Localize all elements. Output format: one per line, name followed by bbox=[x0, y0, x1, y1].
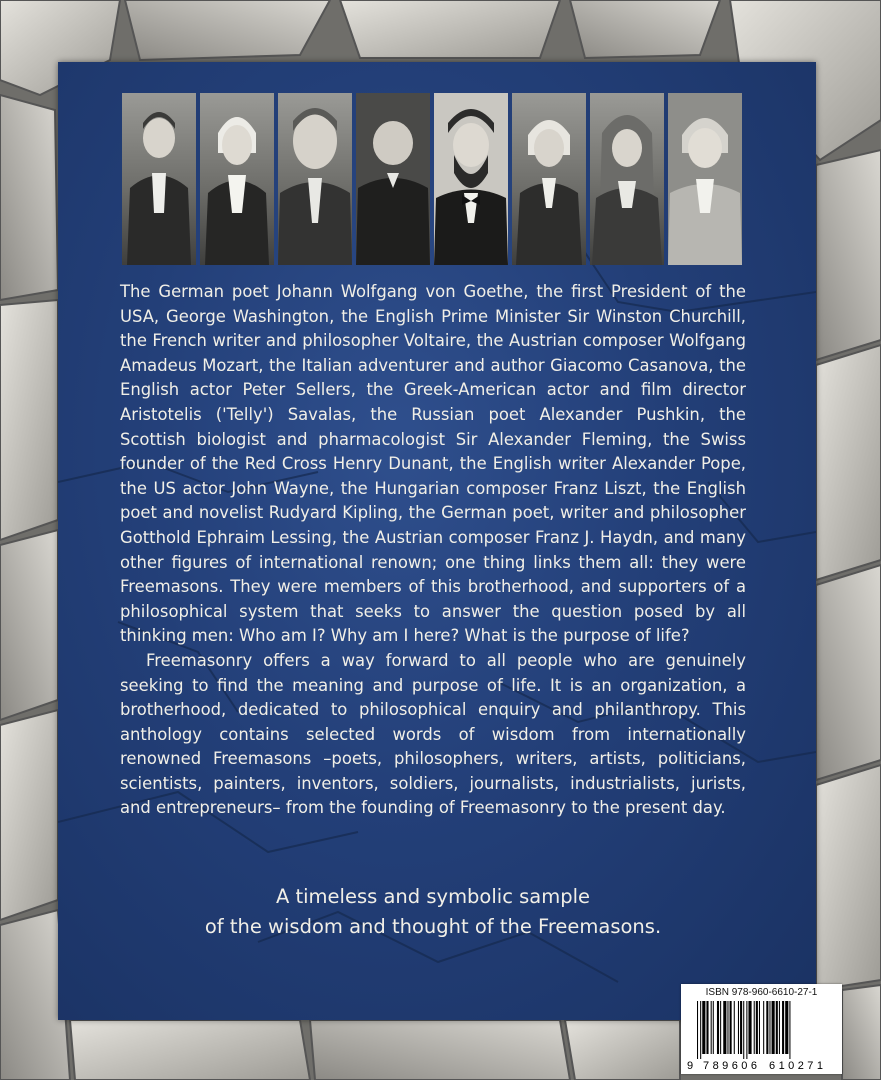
barcode-icon bbox=[685, 1001, 838, 1071]
tagline-line-2: of the wisdom and thought of the Freemasons. bbox=[204, 915, 662, 938]
washington-portrait bbox=[200, 93, 274, 265]
blue-cover-panel bbox=[58, 62, 816, 1020]
barcode-bar bbox=[785, 1001, 788, 1054]
churchill-portrait bbox=[356, 93, 430, 265]
mozart-portrait bbox=[668, 93, 742, 265]
paragraph-famous-freemasons: The German poet Johann Wolfgang von Goethe, the first President of the USA, George Washington, the English Prime Minister Sir Winston Churchill, the French writer and philosopher Voltaire, the Austrian composer Wolfgang Amadeus Mozart, the Italian adventurer and author Giacomo Casanova, the English actor Peter Sellers, the Greek-American actor and film director Aristotelis ('Telly') Savalas, the Russian poet Alexander Pushkin, the Scottish biologist and pharmacologist Sir Alexander Fleming, the Swiss founder of the Red Cross Henry Dunant, the English writer Alexander Pope, the US actor John Wayne, the Hungarian composer Franz Liszt, the English poet and novelist Rudyard Kipling, the German poet, writer and philosopher Gotthold Ephraim Lessing, the Austrian composer Franz J. Haydn, and many other figures of international renown; one thing links them all: they were Freemasons. They were members of this brotherhood, and supporters of a philosophical system that seeks to answer the question posed by all thinking men: Who am I? Why am I here? What is the purpose of life? bbox=[120, 282, 746, 646]
barcode-digits-group-1: 789606 bbox=[703, 1060, 757, 1071]
barcode-bar bbox=[746, 1001, 747, 1059]
haydn-portrait bbox=[512, 93, 586, 265]
barcode-bar bbox=[702, 1001, 705, 1054]
barcode-bar bbox=[713, 1001, 714, 1054]
barcode-bar bbox=[759, 1001, 760, 1054]
barcode-bar bbox=[779, 1001, 780, 1054]
barcode-bar bbox=[756, 1001, 758, 1054]
barcode-bar bbox=[789, 1001, 790, 1059]
barcode-digits-group-2: 610271 bbox=[769, 1060, 823, 1071]
barcode-bar bbox=[723, 1001, 726, 1054]
barcode-digit-first: 9 bbox=[687, 1060, 694, 1071]
barcode-bar bbox=[766, 1001, 768, 1054]
tagline bbox=[120, 882, 746, 942]
paragraph-about-freemasonry: Freemasonry offers a way forward to all people who are genuinely seeking to find the meaning and purpose of life. It is an organization, a brotherhood, dedicated to philosophical enquiry and philanthropy. This anthology contains selected words of wisdom from internationally renowned Freemasons –poets, philosophers, writers, artists, politicians, scientists, painters, inventors, soldiers, journalists, industrialists, jurists, and entrepreneurs– from the founding of Freemasonry to the present day. bbox=[120, 650, 746, 818]
isbn-label: ISBN 978-960-6610-27-1 bbox=[705, 987, 818, 998]
barcode-bar bbox=[706, 1001, 708, 1054]
barcode-bar bbox=[697, 1001, 698, 1059]
barcode-bar bbox=[740, 1001, 742, 1054]
barcode-bar bbox=[769, 1001, 770, 1054]
barcode-bar bbox=[727, 1001, 728, 1054]
isbn-barcode bbox=[681, 984, 842, 1074]
barcode-bar bbox=[772, 1001, 775, 1054]
portrait-strip bbox=[122, 93, 742, 265]
dunant-portrait bbox=[434, 93, 508, 265]
barcode-bar bbox=[717, 1001, 719, 1054]
barcode-bar bbox=[700, 1001, 701, 1059]
barcode-bar bbox=[734, 1001, 735, 1054]
roosevelt-portrait bbox=[278, 93, 352, 265]
barcode-bar bbox=[711, 1001, 712, 1054]
barcode-bar bbox=[743, 1001, 744, 1059]
barcode-bar bbox=[754, 1001, 755, 1054]
goethe-portrait bbox=[122, 93, 196, 265]
tagline-line-1: A timeless and symbolic sample bbox=[275, 885, 591, 908]
barcode-bar bbox=[776, 1001, 778, 1054]
barcode-bar bbox=[720, 1001, 721, 1054]
barcode-bar bbox=[782, 1001, 784, 1054]
barcode-bar bbox=[738, 1001, 739, 1054]
voltaire-portrait bbox=[590, 93, 664, 265]
barcode-bar bbox=[730, 1001, 732, 1054]
barcode-bar bbox=[763, 1001, 764, 1054]
barcode-bar bbox=[748, 1001, 751, 1054]
description-text bbox=[120, 280, 746, 821]
